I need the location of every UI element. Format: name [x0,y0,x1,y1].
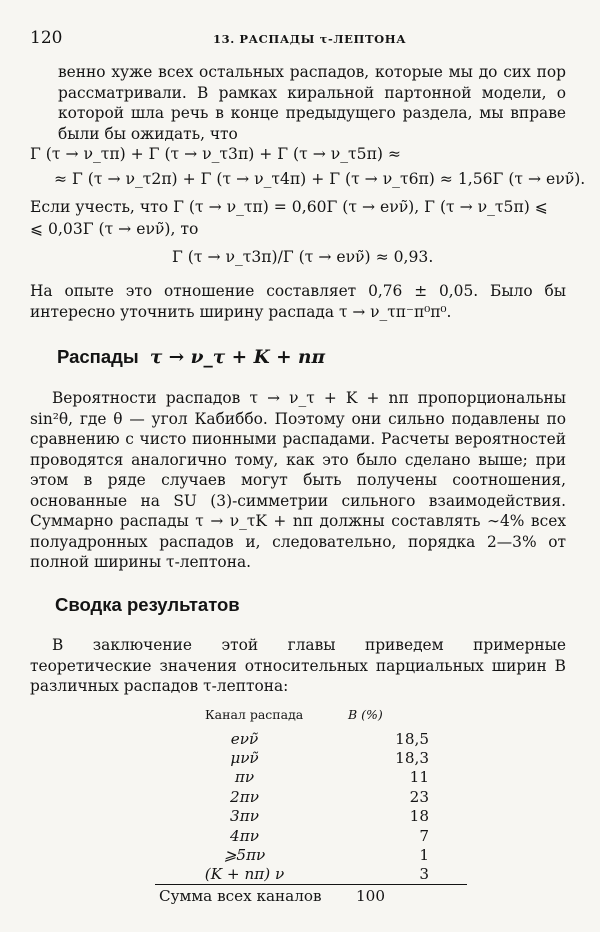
table-cell-channel: μνν̃ [230,749,259,768]
section-heading-kaon-text: Распады [57,346,139,367]
table-cell-value: 18 [409,807,429,826]
section-heading-summary: Сводка результатов [55,594,240,615]
table-cell-channel: 3πν [230,807,259,826]
table-total-label: Сумма всех каналов [155,885,334,906]
table-row [155,787,467,806]
page-number: 120 [30,28,63,48]
table-cell-channel: 4πν [230,826,259,845]
table-cell-value: 7 [419,826,429,845]
table-cell-value: 18,5 [395,729,429,748]
table-cell-channel: (K + nπ) ν [204,865,285,884]
condition-line-2: ⩽ 0,03Γ (τ → eνν̃), то [30,220,199,238]
section-heading-kaon-formula: τ → ν_τ + K + nπ [149,347,326,368]
equation-line-1: Γ (τ → ν_τπ) + Γ (τ → ν_τ3π) + Γ (τ → ν_τ5π) ≈ [30,145,401,163]
table-total-value: 100 [334,885,467,906]
results-table-header [155,702,467,729]
results-table [155,702,467,906]
table-cell-channel: πν [234,768,255,787]
table-row [155,748,467,767]
results-header-value: B (%) [348,706,383,722]
results-header-channel: Канал распада [205,706,304,722]
table-row [155,826,467,845]
table-cell-value: 11 [409,768,429,787]
table-cell-channel: ⩾5πν [223,846,266,865]
table-row [155,865,467,885]
kaon-paragraph: Вероятности распадов τ → ν_τ + K + nπ пропорциональны sin²θ, где θ — угол Кабиббо. Поэтому они сильно подавлены по сравнению с чисто пионными распадами. Расчеты вероятностей проводятся аналогично тому, как это было сделано выше; при этом в ряде случаев могут быть получены соотношения, основанные на SU (3)-симметрии сильного взаимодействия. Суммарно распады τ → ν_τK + nπ должны составлять ∼4% всех полуадронных распадов и, следовательно, порядка 2—3% от полной ширины τ-лептона. [30,389,566,571]
table-cell-value: 1 [419,846,429,865]
intro-paragraph: венно хуже всех остальных распадов, которые мы до сих пор рассматривали. В рамках киральной партонной модели, о которой шла речь в конце предыдущего раздела, мы вправе были бы ожидать, что [58,63,566,143]
table-row [155,768,467,787]
table-cell-channel: 2πν [230,787,259,806]
running-title: 13. РАСПАДЫ τ-ЛЕПТОНА [213,32,407,46]
table-row [155,729,467,748]
table-total-row [155,885,467,906]
ratio-equation: Γ (τ → ν_τ3π)/Γ (τ → eνν̃) ≈ 0,93. [172,248,434,266]
table-cell-value: 3 [419,865,429,884]
experiment-paragraph: На опыте это отношение составляет 0,76 ± 0,05. Было бы интересно уточнить ширину распада τ → ν_τπ⁻π⁰π⁰. [30,282,566,321]
condition-line-1: Если учесть, что Γ (τ → ν_τπ) = 0,60Γ (τ → eνν̃), Γ (τ → ν_τ5π) ⩽ [30,198,548,216]
equation-line-2: ≈ Γ (τ → ν_τ2π) + Γ (τ → ν_τ4π) + Γ (τ → ν_τ6π) ≈ 1,56Γ (τ → eνν̃). [54,170,586,188]
table-cell-value: 18,3 [395,749,429,768]
table-cell-value: 23 [409,787,429,806]
summary-paragraph: В заключение этой главы приведем примерные теоретические значения относительных парциальных ширин B различных распадов τ-лептона: [30,636,566,695]
table-row [155,807,467,826]
section-heading-kaon [57,346,325,368]
table-cell-channel: eνν̃ [230,729,259,748]
table-row [155,845,467,864]
